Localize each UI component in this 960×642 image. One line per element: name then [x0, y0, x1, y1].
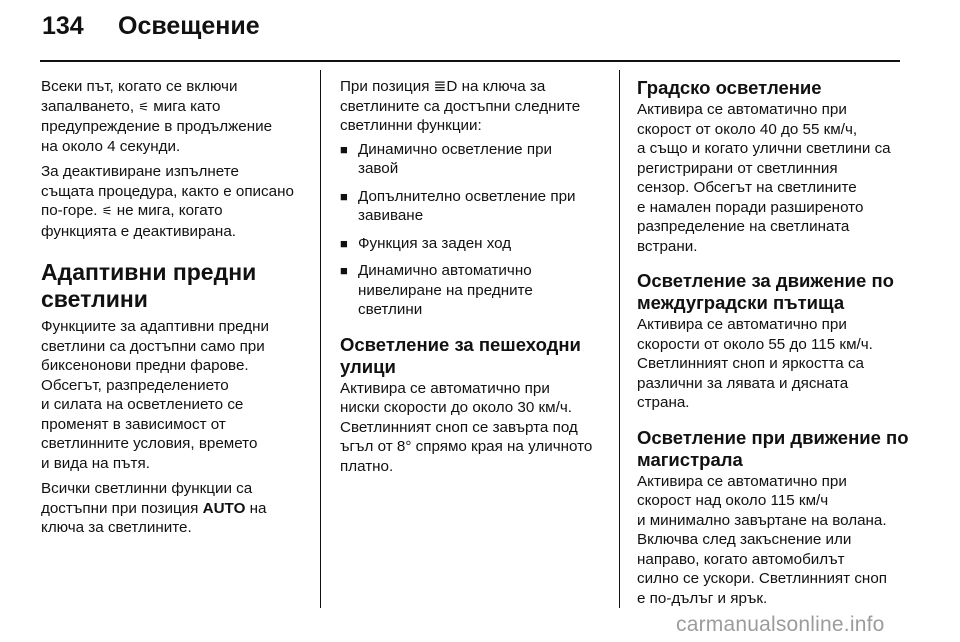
section-heading-motorway-lights: Осветление при движение по магистрала	[637, 426, 909, 470]
section-heading-city-lights: Градско осветление	[637, 77, 822, 98]
header-rule	[40, 60, 900, 62]
paragraph-adaptive-lights: Функциите за адаптивни предни светлини са достъпни само при биксенонови предни фарове. Обсегът, разпределението и силата на осветлението се променят в зависимост от светлинните условия, времето и вида на пътя.	[41, 318, 270, 472]
list-item: ■ Допълнително осветление при завиване	[340, 187, 576, 224]
paragraph-country-road-lights: Активира се автоматично при скорости от около 55 до 115 км/ч. Светлинният сноп и яркостта са различни за лявата и дясната страна.	[637, 316, 873, 411]
column-divider-2	[619, 70, 620, 608]
list-item: ■ Функция за заден ход	[340, 234, 512, 252]
paragraph-pedestrian-lights: Активира се автоматично при ниски скорости до около 30 км/ч. Светлинният сноп се завърта под ъгъл от 8° спрямо края на уличното платно.	[340, 379, 593, 475]
bullet-icon: ■	[340, 141, 348, 157]
page-title: Освещение	[118, 12, 260, 40]
light-functions-list	[340, 140, 610, 320]
section-heading-adaptive-lights: Адаптивни предни светлини	[41, 259, 257, 312]
page-header	[0, 0, 960, 64]
warning-light-icon: ⚟	[101, 204, 113, 218]
bullet-icon: ■	[340, 235, 348, 251]
paragraph-light-switch: При позиция ≣D на ключа за светлините са достъпни следните светлинни функции:	[340, 78, 581, 134]
paragraph-warning-indicator: Всеки път, когато се включи запалването, ⚟ мига като предупреждение в продължение на около 4 секунди.	[41, 78, 273, 155]
paragraph-motorway-lights: Активира се автоматично при скорост над около 115 км/ч и минимално завъртане на волана. Включва след закъснение или направо, когато автомобилът силно се ускори. Светлинният сноп е по-дълъг и ярък.	[637, 472, 887, 607]
warning-light-icon: ⚟	[138, 99, 150, 114]
list-item: ■ Динамично осветление при завой	[340, 140, 552, 177]
list-item: ■ Динамично автоматично нивелиране на предните светлини	[340, 262, 533, 318]
paragraph-city-lights: Активира се автоматично при скорост от около 40 до 55 км/ч, а също и когато улични светлини са регистрирани от светлинния сензор. Обсегът на светлините е намален поради разширеното разпределение на светлината встрани.	[637, 101, 891, 255]
paragraph-deactivation: За деактивиране изпълнете същата процедура, както е описано по-горе. ⚟ не мига, когато функцията е деактивирана.	[41, 163, 294, 240]
headlight-icon: ≣D	[433, 78, 458, 95]
column-2	[340, 77, 610, 482]
watermark: carmanualsonline.info	[676, 613, 885, 636]
section-heading-country-road-lights: Осветление за движение по междуградски пътища	[637, 270, 894, 313]
bullet-icon: ■	[340, 263, 348, 278]
column-1	[41, 77, 311, 544]
page-number: 134	[42, 12, 84, 40]
paragraph-auto-position: Всички светлинни функции са достъпни при позиция AUTO на ключа за светлините.	[41, 480, 267, 536]
auto-label: AUTO	[202, 499, 246, 517]
section-heading-pedestrian-lights: Осветление за пешеходни улици	[340, 333, 581, 377]
column-3	[637, 77, 912, 614]
bullet-icon: ■	[340, 188, 348, 204]
column-divider-1	[320, 70, 321, 608]
